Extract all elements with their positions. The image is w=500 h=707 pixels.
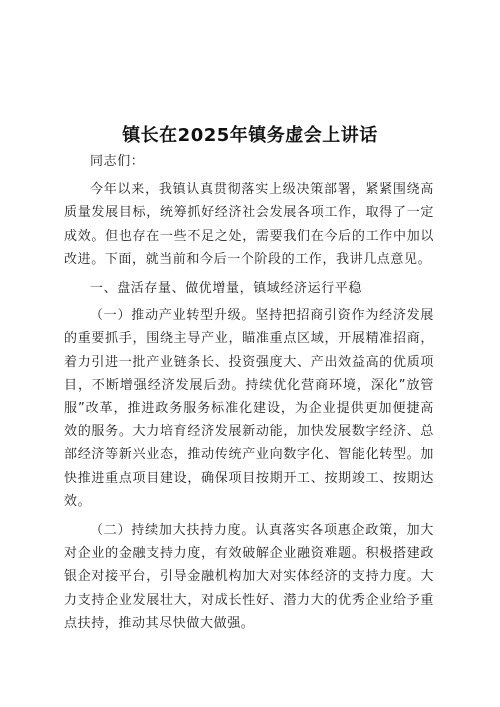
subsection-paragraph-1: （一）推动产业转型升级。坚持把招商引资作为经济发展的重要抓手，围绕主导产业，瞄准重点区域，开展精准招商，着力引进一批产业链条长、投资强度大、产出效益高的优质项目，不断增强经济发展后劲。持续优化营商环境，深化”放管服”改革，推进政务服务标准化建设，为企业提供更加便捷高效的服务。大力培育经济发展新动能，加快发展数字经济、总部经济等新兴业态，推动传统产业向数字化、智能化转型。加快推进重点项目建设，确保项目按期开工、按期竣工、按期达效。 bbox=[64, 308, 434, 509]
document-title: 镇长在2025年镇务虚会上讲话 bbox=[122, 125, 378, 146]
subsection-paragraph-2: （二）持续加大扶持力度。认真落实各项惠企政策，加大对企业的金融支持力度，有效破解企业融资难题。积极搭建政银企对接平台，引导金融机构加大对实体经济的支持力度。大力支持企业发展壮大，对成长性好、潜力大的优秀企业给予重点扶持，推动其尽快做大做强。 bbox=[64, 523, 434, 631]
salutation: 同志们： bbox=[90, 154, 145, 169]
intro-paragraph: 今年以来，我镇认真贯彻落实上级决策部署，紧紧围绕高质量发展目标，统筹抓好经济社会发展各项工作，取得了一定成效。但也存在一些不足之处，需要我们在今后的工作中加以改进。下面，就当前和今后一个阶段的工作，我讲几点意见。 bbox=[64, 182, 434, 267]
section-heading-1: 一、盘活存量、做优增量，镇域经济运行平稳 bbox=[90, 281, 363, 297]
document-body bbox=[64, 150, 434, 641]
